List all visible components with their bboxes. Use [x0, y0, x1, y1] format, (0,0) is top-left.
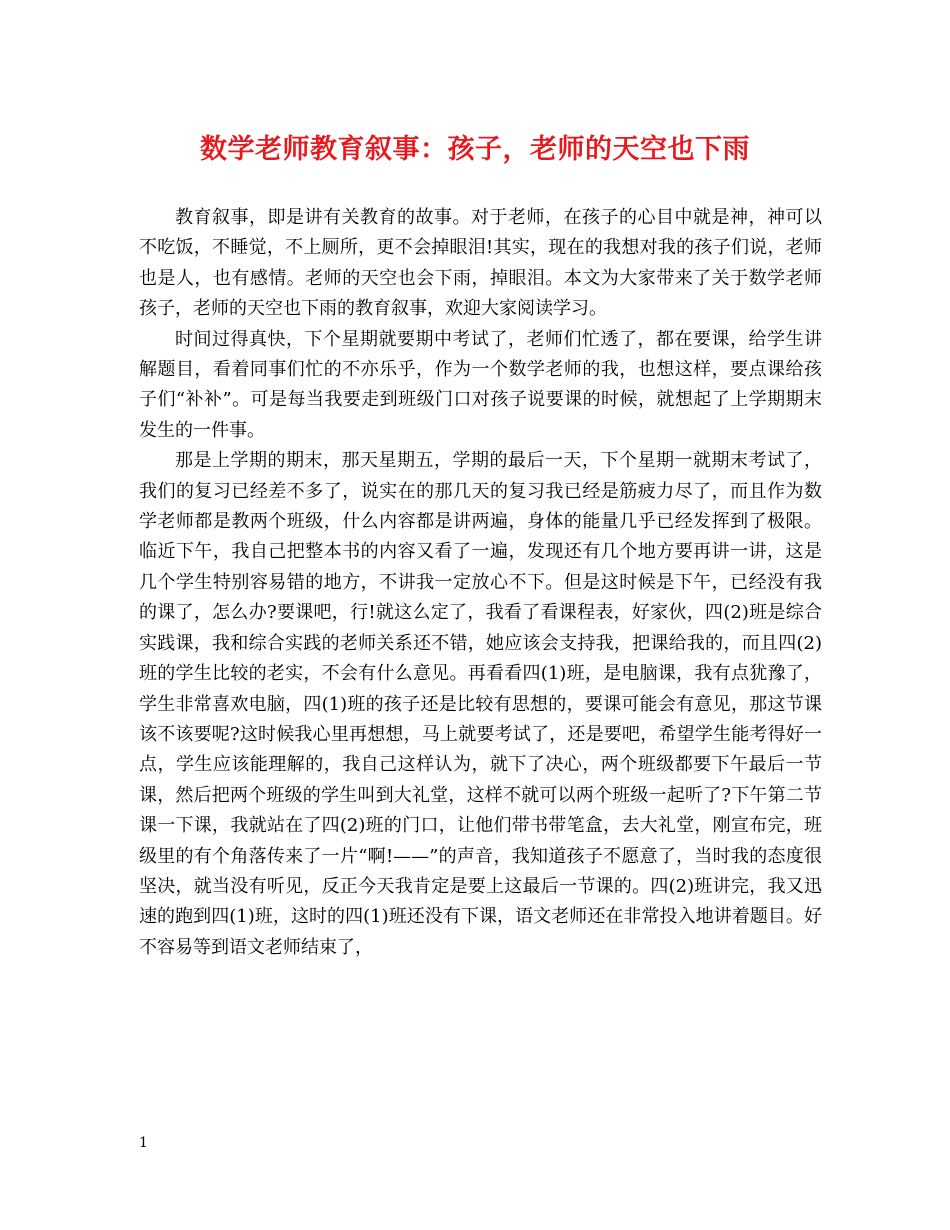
paragraph-midterm: 时间过得真快，下个星期就要期中考试了，老师们忙透了，都在要课，给学生讲解题目，看着同事们忙的不亦乐乎，作为一个数学老师的我，也想这样，要点课给孩子们“补补”。可是每当我要走到班级门口对孩子说要课的时候，就想起了上学期期末发生的一件事。	[139, 328, 822, 441]
page-number: 1	[139, 1135, 148, 1151]
document-title: 数学老师教育叙事：孩子，老师的天空也下雨	[200, 134, 750, 165]
paragraph-intro: 教育叙事，即是讲有关教育的故事。对于老师，在孩子的心目中就是神，神可以不吃饭，不睡觉，不上厕所，更不会掉眼泪!其实，现在的我想对我的孩子们说，老师也是人，也有感情。老师的天空也会下雨，掉眼泪。本文为大家带来了关于数学老师孩子，老师的天空也下雨的教育叙事，欢迎大家阅读学习。	[139, 207, 822, 320]
document-body	[139, 203, 822, 963]
paragraph-story: 那是上学期的期末，那天星期五，学期的最后一天，下个星期一就期末考试了，我们的复习已经差不多了，说实在的那几天的复习我已经是筋疲力尽了，而且作为数学老师都是教两个班级，什么内容都是讲两遍，身体的能量几乎已经发挥到了极限。临近下午，我自己把整本书的内容又看了一遍，发现还有几个地方要再讲一讲，这是几个学生特别容易错的地方，不讲我一定放心不下。但是这时候是下午，已经没有我的课了，怎么办?要课吧，行!就这么定了，我看了看课程表，好家伙，四(2)班是综合实践课，我和综合实践的老师关系还不错，她应该会支持我，把课给我的，而且四(2)班的学生比较的老实，不会有什么意见。再看看四(1)班，是电脑课，我有点犹豫了，学生非常喜欢电脑，四(1)班的孩子还是比较有思想的，要课可能会有意见，那这节课该不该要呢?这时候我心里再想想，马上就要考试了，还是要吧，希望学生能考得好一点，学生应该能理解的，我自己这样认为，就下了决心，两个班级都要下午最后一节课，然后把两个班级的学生叫到大礼堂，这样不就可以两个班级一起听了?下午第二节课一下课，我就站在了四(2)班的门口，让他们带书带笔盒，去大礼堂，刚宣布完，班级里的有个角落传来了一片“啊!——”的声音，我知道孩子不愿意了，当时我的态度很坚决，就当没有听见，反正今天我肯定是要上这最后一节课的。四(2)班讲完，我又迅速的跑到四(1)班，这时的四(1)班还没有下课，语文老师还在非常投入地讲着题目。好不容易等到语文老师结束了，	[139, 450, 822, 958]
